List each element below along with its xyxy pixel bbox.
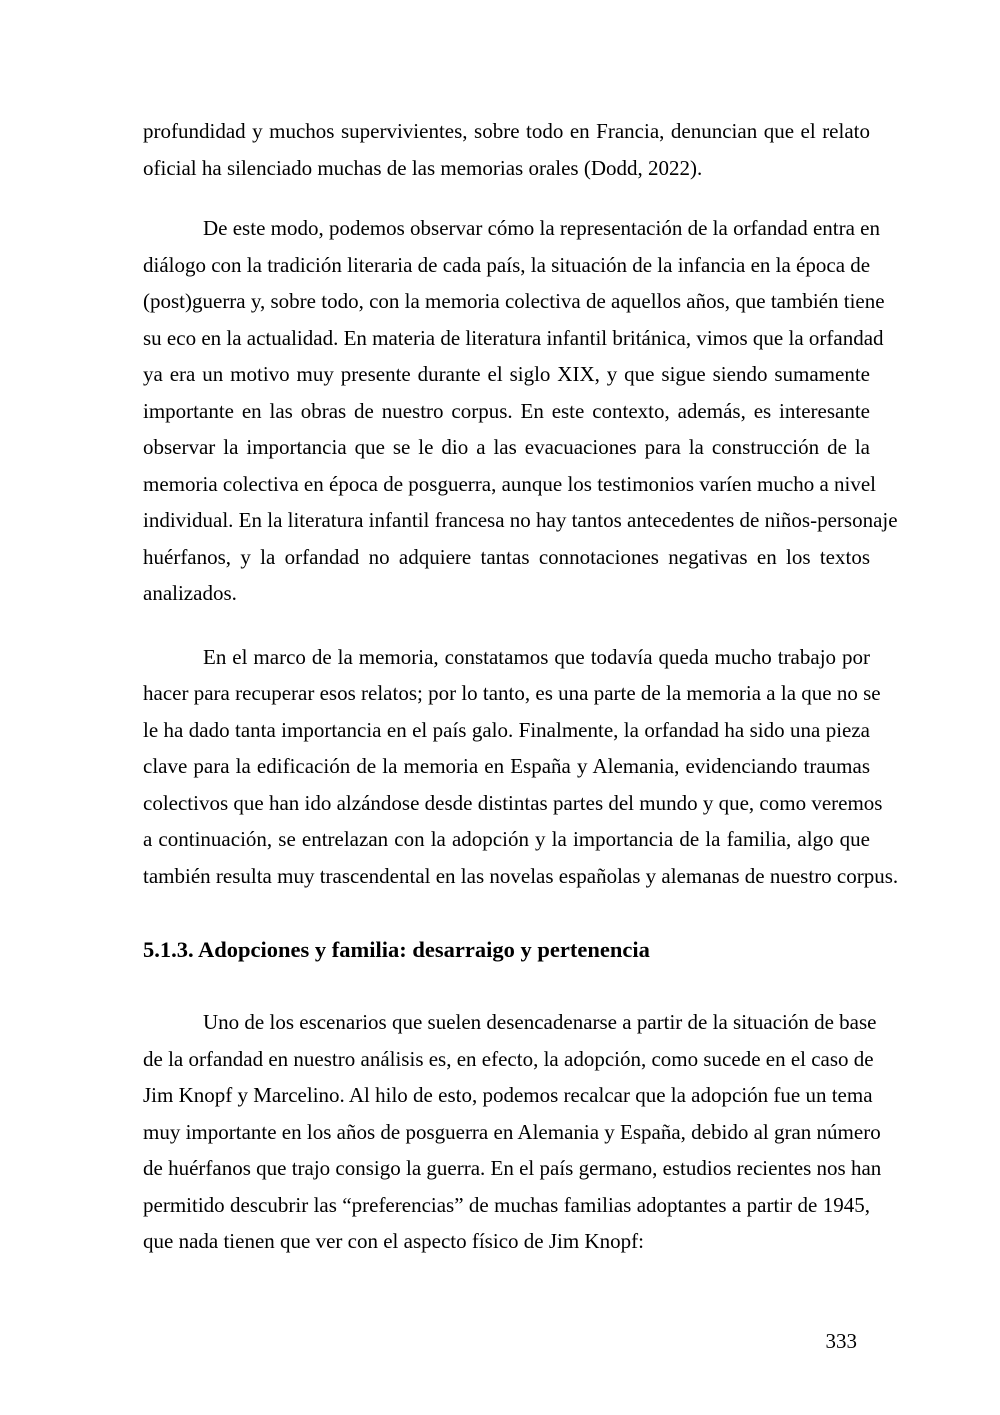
text-line: En el marco de la memoria, constatamos que todavía queda mucho trabajo por — [203, 644, 870, 669]
text-line: permitido descubrir las “preferencias” de muchas familias adoptantes a partir de 1945, — [143, 1192, 870, 1217]
text-line: a continuación, se entrelazan con la adopción y la importancia de la familia, algo que — [143, 827, 870, 851]
paragraph — [143, 113, 870, 186]
section-heading: 5.1.3. Adopciones y familia: desarraigo y pertenencia — [143, 937, 650, 962]
text-line: de huérfanos que trajo consigo la guerra. En el país germano, estudios recientes nos han — [143, 1156, 882, 1180]
text-line: profundidad y muchos supervivientes, sobre todo en Francia, denuncian que el relato — [143, 119, 870, 143]
page-number: 333 — [825, 1329, 857, 1353]
text-line: De este modo, podemos observar cómo la representación de la orfandad entra en — [203, 216, 880, 240]
text-line: su eco en la actualidad. En materia de literatura infantil británica, vimos que la orfandad — [143, 325, 884, 350]
text-line: ya era un motivo muy presente durante el siglo XIX, y que sigue siendo sumamente — [143, 362, 870, 386]
text-line: memoria colectiva en época de posguerra, aunque los testimonios varíen mucho a nivel — [143, 471, 877, 496]
text-line: observar la importancia que se le dio a las evacuaciones para la construcción de la — [143, 435, 870, 459]
text-line: también resulta muy trascendental en las novelas españolas y alemanas de nuestro corpus. — [143, 863, 899, 888]
text-line: hacer para recuperar esos relatos; por lo tanto, es una parte de la memoria a la que no se — [143, 681, 881, 705]
text-line: le ha dado tanta importancia en el país galo. Finalmente, la orfandad ha sido una pieza — [143, 717, 870, 742]
text-line: analizados. — [143, 581, 237, 605]
text-line: oficial ha silenciado muchas de las memorias orales (Dodd, 2022). — [143, 155, 703, 180]
text-line: de la orfandad en nuestro análisis es, en efecto, la adopción, como sucede en el caso de — [143, 1046, 874, 1071]
paragraph — [143, 639, 899, 895]
text-line: diálogo con la tradición literaria de cada país, la situación de la infancia en la época de — [143, 252, 871, 277]
text-line: muy importante en los años de posguerra en Alemania y España, debido al gran número — [143, 1119, 881, 1144]
text-line: individual. En la literatura infantil francesa no hay tantos antecedentes de niños-personaje — [143, 508, 898, 532]
text-line: clave para la edificación de la memoria en España y Alemania, evidenciando traumas — [143, 754, 870, 778]
text-line: Jim Knopf y Marcelino. Al hilo de esto, podemos recalcar que la adopción fue un tema — [143, 1083, 873, 1107]
text-line: Uno de los escenarios que suelen desencadenarse a partir de la situación de base — [203, 1010, 877, 1034]
paragraph — [143, 1004, 882, 1260]
text-line: colectivos que han ido alzándose desde distintas partes del mundo y que, como veremos — [143, 790, 883, 815]
text-line: importante en las obras de nuestro corpus. En este contexto, además, es interesante — [143, 398, 870, 423]
page-content — [143, 113, 899, 1260]
text-line: que nada tienen que ver con el aspecto físico de Jim Knopf: — [143, 1229, 644, 1253]
text-line: huérfanos, y la orfandad no adquiere tantas connotaciones negativas en los textos — [143, 544, 870, 569]
text-line: (post)guerra y, sobre todo, con la memoria colectiva de aquellos años, que también tiene — [143, 289, 885, 313]
paragraph — [143, 210, 898, 612]
